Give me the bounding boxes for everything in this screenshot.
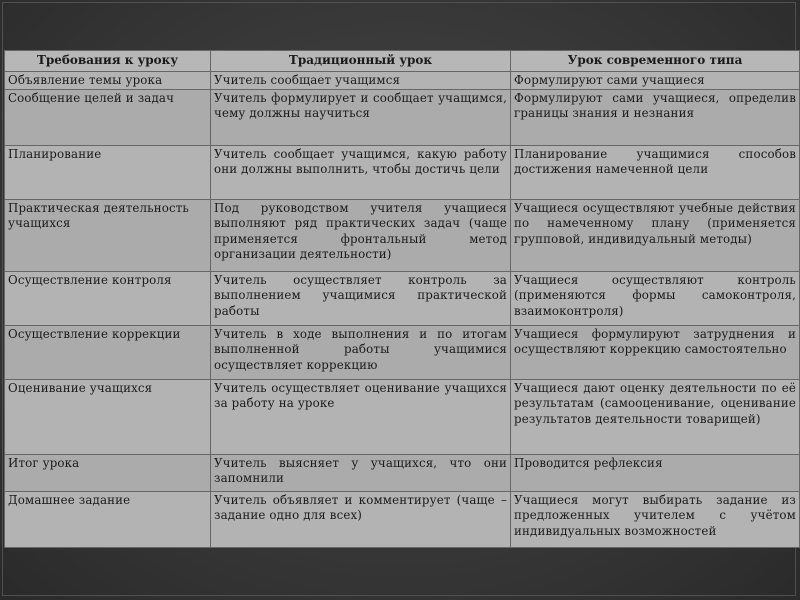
- cell-requirement: Домашнее задание: [5, 491, 211, 547]
- cell-modern: Учащиеся формулируют затруднения и осуществляют коррекцию самостоятельно: [511, 325, 800, 379]
- cell-requirement: Осуществление контроля: [5, 271, 211, 325]
- cell-traditional: Учитель выясняет у учащихся, что они запомнили: [211, 454, 511, 491]
- cell-modern: Проводится рефлексия: [511, 454, 800, 491]
- table-row: [5, 89, 800, 145]
- cell-requirement: Осуществление коррекции: [5, 325, 211, 379]
- cell-requirement: Оценивание учащихся: [5, 379, 211, 454]
- header-traditional: Традиционный урок: [211, 51, 511, 72]
- cell-requirement: Практическая деятельность учащихся: [5, 199, 211, 271]
- table-row: [5, 71, 800, 89]
- cell-modern: Учащиеся дают оценку деятельности по её результатам (самооценивание, оценивание результатов деятельности товарищей): [511, 379, 800, 454]
- cell-traditional: Учитель осуществляет оценивание учащихся за работу на уроке: [211, 379, 511, 454]
- table-row: [5, 145, 800, 199]
- cell-modern: Учащиеся осуществляют учебные действия по намеченному плану (применяется групповой, индивидуальный методы): [511, 199, 800, 271]
- table-header-row: [5, 51, 800, 72]
- cell-requirement: Сообщение целей и задач: [5, 89, 211, 145]
- table-row: [5, 325, 800, 379]
- table-row: [5, 379, 800, 454]
- cell-modern: Учащиеся осуществляют контроль (применяются формы самоконтроля, взаимоконтроля): [511, 271, 800, 325]
- cell-traditional: Учитель объявляет и комментирует (чаще – задание одно для всех): [211, 491, 511, 547]
- cell-modern: Планирование учащимися способов достижения намеченной цели: [511, 145, 800, 199]
- cell-traditional: Учитель сообщает учащимся, какую работу они должны выполнить, чтобы достичь цели: [211, 145, 511, 199]
- comparison-table-wrapper: [4, 50, 799, 548]
- table-row: [5, 271, 800, 325]
- table-row: [5, 454, 800, 491]
- cell-requirement: Объявление темы урока: [5, 71, 211, 89]
- cell-traditional: Учитель сообщает учащимся: [211, 71, 511, 89]
- cell-requirement: Итог урока: [5, 454, 211, 491]
- table-row: [5, 491, 800, 547]
- table-row: [5, 199, 800, 271]
- cell-modern: Формулируют сами учащиеся, определив границы знания и незнания: [511, 89, 800, 145]
- header-modern: Урок современного типа: [511, 51, 800, 72]
- cell-traditional: Под руководством учителя учащиеся выполняют ряд практических задач (чаще применяется фронтальный метод организации деятельности): [211, 199, 511, 271]
- header-requirements: Требования к уроку: [5, 51, 211, 72]
- cell-traditional: Учитель формулирует и сообщает учащимся, чему должны научиться: [211, 89, 511, 145]
- cell-traditional: Учитель в ходе выполнения и по итогам выполненной работы учащимися осуществляет коррекцию: [211, 325, 511, 379]
- cell-traditional: Учитель осуществляет контроль за выполнением учащимися практической работы: [211, 271, 511, 325]
- lesson-comparison-table: [4, 50, 800, 548]
- cell-requirement: Планирование: [5, 145, 211, 199]
- cell-modern: Формулируют сами учащиеся: [511, 71, 800, 89]
- cell-modern: Учащиеся могут выбирать задание из предложенных учителем с учётом индивидуальных возможностей: [511, 491, 800, 547]
